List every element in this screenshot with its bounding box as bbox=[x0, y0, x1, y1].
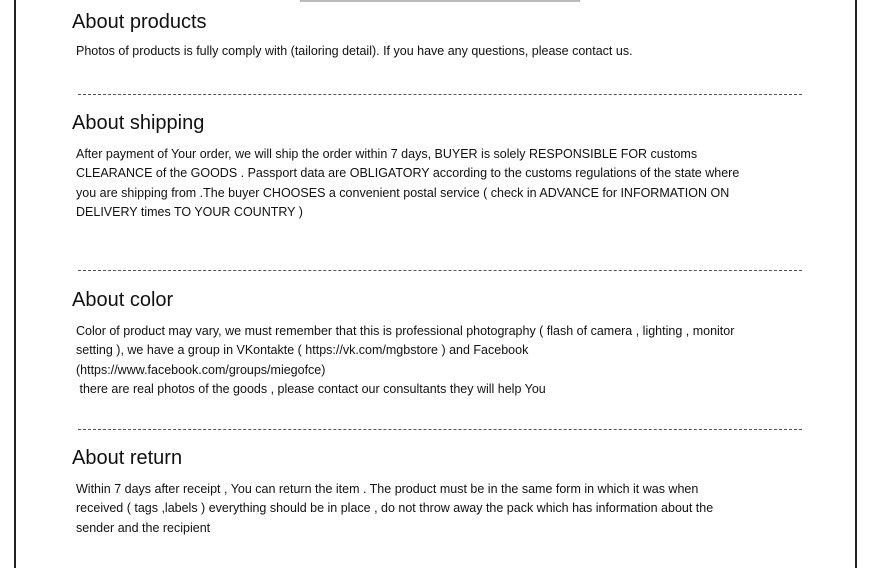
text-line: (https://www.facebook.com/groups/miegofce) bbox=[76, 362, 326, 377]
text-line: CLEARANCE of the GOODS . Passport data are OBLIGATORY according to the customs regulations of the state where bbox=[76, 166, 740, 181]
section-body bbox=[72, 322, 808, 399]
text-line: Within 7 days after receipt , You can return the item . The product must be in the same form in which it was when bbox=[76, 482, 699, 496]
section-title: About shipping bbox=[72, 112, 205, 134]
top-rule bbox=[300, 0, 580, 2]
text-line: DELIVERY times TO YOUR COUNTRY ) bbox=[76, 204, 303, 219]
dashed-divider bbox=[78, 270, 802, 271]
dashed-divider bbox=[78, 429, 802, 430]
text-line: Color of product may vary, we must remember that this is professional photography ( flash of camera , lighting , monitor bbox=[76, 324, 735, 338]
section-title: About color bbox=[72, 289, 174, 311]
section-title: About return bbox=[72, 447, 183, 469]
section-about-products bbox=[72, 10, 808, 61]
section-about-shipping bbox=[72, 111, 808, 222]
text-line: sender and the recipient bbox=[76, 520, 211, 535]
text-line: there are real photos of the goods , please contact our consultants they will help You bbox=[76, 381, 546, 396]
text-line: Photos of products is fully comply with (tailoring detail). If you have any questions, please contact us. bbox=[76, 44, 633, 58]
section-body bbox=[72, 42, 808, 61]
section-about-return bbox=[72, 446, 808, 538]
text-line: setting ), we have a group in VKontakte ( https://vk.com/mgbstore ) and Facebook bbox=[76, 343, 529, 358]
text-line: you are shipping from .The buyer CHOOSES a convenient postal service ( check in ADVANCE for INFORMATION ON bbox=[76, 185, 730, 200]
section-body bbox=[72, 480, 808, 538]
section-body bbox=[72, 145, 808, 222]
dashed-divider bbox=[78, 94, 802, 95]
text-line: received ( tags ,labels ) everything should be in place , do not throw away the pack which has information about the bbox=[76, 501, 714, 516]
text-line: After payment of Your order, we will ship the order within 7 days, BUYER is solely RESPONSIBLE FOR customs bbox=[76, 147, 698, 161]
section-title: About products bbox=[72, 11, 207, 33]
section-about-color bbox=[72, 288, 808, 399]
